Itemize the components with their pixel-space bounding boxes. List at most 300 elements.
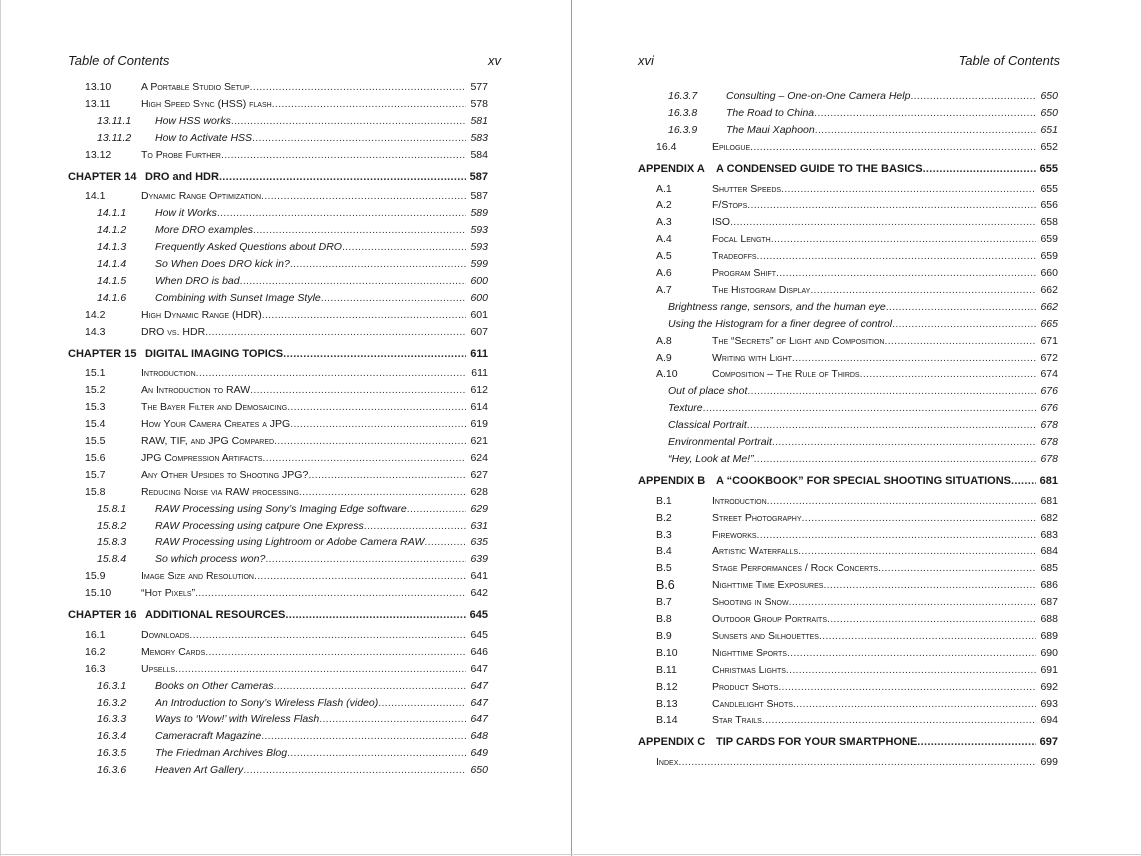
toc-entry-row[interactable] bbox=[572, 662, 1058, 678]
toc-entry-title: How Your Camera Creates a JPG bbox=[141, 418, 291, 431]
toc-entry-row[interactable] bbox=[1, 290, 488, 306]
toc-leader-dots bbox=[789, 594, 1036, 610]
toc-entry-row[interactable] bbox=[1, 222, 488, 238]
toc-entry-row[interactable] bbox=[572, 282, 1058, 298]
toc-leader-dots bbox=[250, 382, 466, 398]
toc-leader-dots bbox=[364, 518, 466, 534]
toc-entry-number: B.7 bbox=[656, 596, 672, 609]
toc-chapter-row[interactable] bbox=[1, 607, 488, 623]
toc-entry-number: B.10 bbox=[656, 646, 678, 659]
toc-entry-row[interactable] bbox=[1, 130, 488, 146]
toc-entry-row[interactable] bbox=[572, 577, 1058, 593]
toc-entry-row[interactable] bbox=[572, 679, 1058, 695]
toc-entry-row[interactable] bbox=[1, 661, 488, 677]
toc-entry-number: CHAPTER 16 bbox=[68, 609, 137, 621]
toc-entry-title: Books on Other Cameras bbox=[155, 679, 274, 692]
toc-entry-page: 674 bbox=[1040, 368, 1058, 381]
toc-entry-row[interactable] bbox=[1, 501, 488, 517]
toc-entry-page: 583 bbox=[470, 131, 488, 144]
toc-entry-title-wrap bbox=[716, 734, 1036, 750]
toc-entry-title-wrap bbox=[712, 197, 1036, 213]
toc-entry-page: 648 bbox=[470, 730, 488, 743]
toc-entry-title-wrap bbox=[141, 96, 466, 112]
toc-entry-title-wrap bbox=[155, 273, 466, 289]
toc-entry-title: RAW Processing using Sony’s Imaging Edge software bbox=[155, 502, 407, 515]
toc-entry-title: Memory Cards bbox=[141, 645, 206, 658]
toc-entry-row[interactable] bbox=[1, 205, 488, 221]
toc-entry-row[interactable] bbox=[1, 307, 488, 323]
toc-leader-dots bbox=[287, 745, 466, 761]
toc-entry-title-wrap bbox=[145, 607, 466, 623]
toc-entry-row[interactable] bbox=[1, 188, 488, 204]
toc-leader-dots bbox=[283, 346, 466, 362]
toc-leader-dots bbox=[757, 248, 1036, 264]
toc-entry-page: 612 bbox=[470, 384, 488, 397]
toc-entry-page: 681 bbox=[1039, 474, 1058, 487]
toc-entry-title-wrap bbox=[712, 577, 1036, 593]
toc-entry-page: 645 bbox=[469, 609, 488, 621]
toc-entry-row[interactable] bbox=[1, 695, 488, 711]
toc-leader-dots bbox=[205, 324, 466, 340]
toc-entry-number: 15.1 bbox=[85, 367, 106, 380]
toc-entry-page: 659 bbox=[1040, 233, 1058, 246]
toc-entry-row[interactable] bbox=[572, 333, 1058, 349]
toc-leader-dots bbox=[747, 383, 1036, 399]
toc-entry-number: B.14 bbox=[656, 714, 678, 727]
toc-entry-row[interactable] bbox=[572, 265, 1058, 281]
toc-entry-title-wrap bbox=[155, 551, 466, 567]
toc-entry-title-wrap bbox=[141, 585, 466, 601]
toc-entry-title: An Introduction to RAW bbox=[141, 384, 251, 397]
toc-entry-title: Star Trails bbox=[712, 714, 762, 727]
toc-entry-row[interactable] bbox=[1, 113, 488, 129]
toc-leader-dots bbox=[378, 695, 466, 711]
toc-entry-row[interactable] bbox=[572, 231, 1058, 247]
toc-entry-title: “Hey, Look at Me!” bbox=[668, 452, 754, 465]
toc-entry-page: 645 bbox=[470, 628, 488, 641]
toc-entry-page: 642 bbox=[470, 587, 488, 600]
toc-leader-dots bbox=[815, 122, 1036, 138]
toc-entry-page: 646 bbox=[470, 645, 488, 658]
toc-entry-row[interactable] bbox=[572, 122, 1058, 138]
toc-entry-row[interactable] bbox=[1, 711, 488, 727]
toc-entry-page: 593 bbox=[470, 241, 488, 254]
toc-leader-dots bbox=[892, 316, 1036, 332]
toc-entry-number: B.4 bbox=[656, 545, 672, 558]
toc-entry-title-wrap bbox=[712, 527, 1036, 543]
toc-leader-dots bbox=[786, 662, 1036, 678]
toc-entry-title-wrap bbox=[155, 728, 466, 744]
toc-leader-dots bbox=[195, 585, 466, 601]
toc-entry-row[interactable] bbox=[572, 434, 1058, 450]
toc-entry-title-wrap bbox=[155, 130, 466, 146]
toc-entry-row[interactable] bbox=[572, 105, 1058, 121]
toc-entry-title-wrap bbox=[141, 324, 466, 340]
toc-entry-title-wrap bbox=[141, 661, 466, 677]
toc-entry-number: 15.8.4 bbox=[97, 553, 127, 566]
toc-entry-page: 659 bbox=[1040, 250, 1058, 263]
toc-entry-row[interactable] bbox=[1, 433, 488, 449]
toc-entry-page: 686 bbox=[1040, 579, 1058, 592]
toc-entry-page: 641 bbox=[470, 570, 488, 583]
toc-entry-title-wrap bbox=[712, 662, 1036, 678]
toc-entry-title-wrap bbox=[141, 450, 466, 466]
toc-entry-number: A.3 bbox=[656, 216, 672, 229]
toc-entry-title-wrap bbox=[141, 433, 466, 449]
toc-entry-title-wrap bbox=[141, 467, 466, 483]
toc-entry-page: 593 bbox=[470, 224, 488, 237]
toc-leader-dots bbox=[265, 551, 466, 567]
toc-entry-title-wrap bbox=[712, 265, 1036, 281]
toc-entry-row[interactable] bbox=[572, 197, 1058, 213]
toc-entry-title-wrap bbox=[712, 712, 1036, 728]
toc-entry-row[interactable] bbox=[572, 451, 1058, 467]
toc-entry-title-wrap bbox=[668, 316, 1036, 332]
toc-entry-title: ADDITIONAL RESOURCES bbox=[145, 609, 286, 621]
toc-entry-row[interactable] bbox=[572, 645, 1058, 661]
toc-leader-dots bbox=[787, 645, 1036, 661]
toc-entry-row[interactable] bbox=[572, 400, 1058, 416]
toc-leader-dots bbox=[205, 644, 466, 660]
toc-entry-row[interactable] bbox=[1, 568, 488, 584]
toc-entry-number: 13.10 bbox=[85, 81, 112, 93]
toc-entry-title: Candlelight Shots bbox=[712, 697, 793, 710]
toc-entry-row[interactable] bbox=[1, 627, 488, 643]
toc-entry-title: An Introduction to Sony’s Wireless Flash (video) bbox=[155, 696, 379, 709]
toc-entry-row[interactable] bbox=[1, 467, 488, 483]
toc-entry-page: 681 bbox=[1040, 494, 1058, 507]
toc-entry-title: The “Secrets” of Light and Composition bbox=[712, 334, 885, 347]
toc-entry-row[interactable] bbox=[1, 324, 488, 340]
toc-entry-row[interactable] bbox=[572, 527, 1058, 543]
toc-entry-page: 683 bbox=[1040, 528, 1058, 541]
toc-leader-dots bbox=[243, 762, 466, 778]
toc-entry-number: CHAPTER 15 bbox=[68, 347, 137, 360]
toc-entry-page: 600 bbox=[470, 291, 488, 304]
toc-entry-number: APPENDIX B bbox=[638, 474, 706, 487]
toc-leader-dots bbox=[776, 265, 1036, 281]
toc-entry-number: 15.3 bbox=[85, 401, 106, 414]
toc-leader-dots bbox=[231, 113, 466, 129]
toc-entry-title-wrap bbox=[145, 346, 466, 362]
toc-entry-page: 627 bbox=[470, 468, 488, 481]
toc-entry-title-wrap bbox=[716, 161, 1036, 177]
toc-entry-title-wrap bbox=[668, 400, 1036, 416]
toc-entry-number: 14.3 bbox=[85, 325, 106, 338]
toc-entry-title-wrap bbox=[668, 299, 1036, 315]
toc-entry-row[interactable] bbox=[572, 754, 1058, 770]
toc-leader-dots bbox=[730, 214, 1036, 230]
toc-entry-row[interactable] bbox=[1, 147, 488, 163]
toc-entry-title-wrap bbox=[712, 510, 1036, 526]
toc-entry-number: 15.10 bbox=[85, 587, 112, 600]
toc-entry-number: B.5 bbox=[656, 562, 672, 575]
toc-entry-title-wrap bbox=[726, 105, 1036, 121]
toc-leader-dots bbox=[827, 611, 1036, 627]
toc-entry-row[interactable] bbox=[1, 762, 488, 778]
toc-entry-title: A “COOKBOOK” FOR SPECIAL SHOOTING SITUATIONS bbox=[716, 474, 1011, 487]
left-header-page-number: xv bbox=[488, 53, 501, 68]
toc-entry-row[interactable] bbox=[1, 728, 488, 744]
toc-chapter-row[interactable] bbox=[572, 161, 1058, 177]
toc-chapter-row[interactable] bbox=[1, 346, 488, 362]
toc-entry-page: 662 bbox=[1040, 283, 1058, 296]
toc-entry-page: 599 bbox=[470, 258, 488, 270]
toc-entry-row[interactable] bbox=[572, 560, 1058, 576]
toc-leader-dots bbox=[285, 607, 466, 623]
toc-entry-row[interactable] bbox=[1, 273, 488, 289]
toc-entry-page: 689 bbox=[1040, 629, 1058, 642]
toc-entry-number: 14.1.2 bbox=[97, 224, 127, 237]
toc-entry-row[interactable] bbox=[1, 644, 488, 660]
toc-entry-row[interactable] bbox=[572, 88, 1058, 104]
toc-entry-title: Tradeoffs bbox=[712, 250, 757, 263]
toc-entry-row[interactable] bbox=[1, 256, 488, 272]
toc-entry-title: Christmas Lights bbox=[712, 663, 786, 676]
toc-entry-page: 629 bbox=[470, 502, 488, 515]
toc-entry-row[interactable] bbox=[1, 96, 488, 112]
toc-entry-title: RAW, TIF, and JPG Compared bbox=[141, 435, 275, 447]
toc-leader-dots bbox=[252, 130, 466, 146]
toc-entry-title-wrap bbox=[141, 188, 466, 204]
toc-entry-row[interactable] bbox=[572, 493, 1058, 509]
toc-entry-number: A.1 bbox=[656, 182, 672, 195]
toc-entry-number: 14.1.6 bbox=[97, 291, 127, 304]
toc-leader-dots bbox=[253, 222, 466, 238]
toc-entry-row[interactable] bbox=[572, 628, 1058, 644]
toc-entry-page: 697 bbox=[1039, 736, 1058, 749]
toc-entry-title: Image Size and Resolution bbox=[141, 570, 254, 583]
toc-entry-title-wrap bbox=[712, 696, 1036, 712]
toc-entry-page: 684 bbox=[1040, 545, 1058, 558]
toc-entry-title: Shutter Speeds bbox=[712, 182, 782, 195]
toc-entry-title-wrap bbox=[155, 256, 466, 272]
toc-entry-page: 693 bbox=[1040, 697, 1058, 710]
toc-entry-number: 16.3.6 bbox=[97, 764, 127, 777]
toc-entry-row[interactable] bbox=[1, 399, 488, 415]
toc-entry-number: 15.4 bbox=[85, 418, 106, 431]
toc-entry-number: A.7 bbox=[656, 283, 672, 296]
toc-entry-number: APPENDIX A bbox=[638, 162, 705, 175]
toc-entry-row[interactable] bbox=[572, 139, 1058, 155]
toc-entry-title: High Speed Sync (HSS) flash bbox=[141, 97, 272, 110]
toc-chapter-row[interactable] bbox=[572, 734, 1058, 750]
toc-leader-dots bbox=[299, 484, 466, 500]
toc-entry-title: DRO and HDR bbox=[145, 170, 219, 183]
toc-leader-dots bbox=[240, 273, 466, 289]
toc-entry-title-wrap bbox=[712, 493, 1036, 509]
toc-entry-title-wrap bbox=[141, 307, 466, 323]
toc-entry-title: Program Shift bbox=[712, 267, 776, 279]
toc-entry-row[interactable] bbox=[572, 510, 1058, 526]
toc-entry-title: Introduction bbox=[712, 494, 767, 507]
toc-leader-dots bbox=[767, 493, 1036, 509]
toc-entry-page: 647 bbox=[470, 696, 488, 709]
toc-entry-title-wrap bbox=[141, 416, 466, 432]
toc-entry-row[interactable] bbox=[572, 594, 1058, 610]
toc-entry-page: 578 bbox=[470, 97, 488, 110]
toc-entry-row[interactable] bbox=[572, 299, 1058, 315]
toc-entry-number: B.6 bbox=[656, 578, 675, 593]
toc-entry-page: 658 bbox=[1040, 216, 1058, 229]
left-header-title: Table of Contents bbox=[68, 53, 170, 68]
toc-chapter-row[interactable] bbox=[572, 473, 1058, 489]
toc-leader-dots bbox=[250, 79, 466, 95]
toc-entry-title: Epilogue bbox=[712, 140, 751, 153]
toc-entry-title-wrap bbox=[712, 366, 1036, 382]
toc-leader-dots bbox=[221, 147, 466, 163]
toc-entry-row[interactable] bbox=[1, 551, 488, 567]
toc-entry-page: 650 bbox=[1040, 90, 1058, 102]
toc-entry-row[interactable] bbox=[572, 696, 1058, 712]
toc-entry-number: 13.11.2 bbox=[97, 131, 132, 144]
toc-entry-number: 15.2 bbox=[85, 384, 106, 397]
toc-entry-number: CHAPTER 14 bbox=[68, 170, 137, 183]
toc-entry-row[interactable] bbox=[1, 518, 488, 534]
toc-entry-title-wrap bbox=[141, 399, 466, 415]
toc-leader-dots bbox=[762, 712, 1036, 728]
toc-entry-title: Fireworks bbox=[712, 528, 757, 541]
toc-entry-row[interactable] bbox=[572, 316, 1058, 332]
toc-entry-title: Consulting – One-on-One Camera Help bbox=[726, 90, 911, 102]
toc-entry-title-wrap bbox=[141, 365, 466, 381]
toc-entry-page: 589 bbox=[470, 207, 488, 220]
toc-entry-title: Frequently Asked Questions about DRO bbox=[155, 241, 342, 254]
toc-entry-row[interactable] bbox=[1, 239, 488, 255]
toc-entry-title-wrap bbox=[141, 382, 466, 398]
toc-entry-title: Using the Histogram for a finer degree of control bbox=[668, 317, 893, 330]
toc-entry-title: Composition – The Rule of Thirds bbox=[712, 368, 860, 381]
toc-entry-title: Street Photography bbox=[712, 511, 802, 524]
toc-entry-row[interactable] bbox=[572, 214, 1058, 230]
toc-leader-dots bbox=[254, 568, 466, 584]
toc-entry-row[interactable] bbox=[1, 416, 488, 432]
toc-entry-number: 15.6 bbox=[85, 451, 106, 464]
toc-entry-title: F/Stops bbox=[712, 199, 748, 212]
toc-chapter-row[interactable] bbox=[1, 169, 488, 185]
toc-entry-title: Classical Portrait bbox=[668, 419, 747, 432]
toc-entry-number: B.3 bbox=[656, 528, 672, 541]
toc-entry-row[interactable] bbox=[1, 678, 488, 694]
toc-entry-number: 16.3.3 bbox=[97, 713, 127, 726]
toc-leader-dots bbox=[678, 754, 1036, 770]
toc-leader-dots bbox=[823, 577, 1036, 593]
toc-entry-title: Ways to ‘Wow!’ with Wireless Flash bbox=[155, 713, 320, 726]
toc-entry-page: 651 bbox=[1040, 123, 1058, 136]
toc-entry-row[interactable] bbox=[572, 366, 1058, 382]
toc-entry-page: 652 bbox=[1040, 140, 1058, 153]
toc-entry-number: 14.1.1 bbox=[97, 207, 127, 220]
toc-leader-dots bbox=[424, 534, 466, 550]
toc-entry-page: 628 bbox=[470, 485, 488, 498]
toc-entry-page: 676 bbox=[1040, 402, 1058, 415]
toc-entry-title: JPG Compression Artifacts bbox=[141, 451, 263, 464]
toc-entry-page: 587 bbox=[470, 190, 488, 203]
toc-entry-page: 601 bbox=[470, 308, 488, 321]
toc-entry-title-wrap bbox=[712, 181, 1036, 197]
toc-entry-page: 581 bbox=[470, 114, 488, 127]
toc-entry-row[interactable] bbox=[572, 248, 1058, 264]
toc-entry-title: “Hot Pixels” bbox=[141, 587, 196, 600]
toc-entry-title-wrap bbox=[712, 231, 1036, 247]
toc-entry-page: 655 bbox=[1040, 182, 1058, 195]
toc-entry-title-wrap bbox=[155, 501, 466, 517]
toc-entry-number: A.10 bbox=[656, 368, 678, 381]
toc-entry-number: 15.8.2 bbox=[97, 519, 127, 532]
toc-entry-row[interactable] bbox=[572, 611, 1058, 627]
toc-entry-page: 587 bbox=[469, 170, 488, 183]
toc-entry-page: 647 bbox=[470, 679, 488, 692]
toc-entry-page: 624 bbox=[470, 451, 488, 464]
toc-entry-title: Reducing Noise via RAW processing bbox=[141, 485, 299, 498]
toc-leader-dots bbox=[703, 400, 1036, 416]
toc-leader-dots bbox=[342, 239, 466, 255]
toc-entry-title: Shooting in Snow bbox=[712, 596, 789, 609]
toc-entry-row[interactable] bbox=[1, 484, 488, 500]
toc-leader-dots bbox=[189, 627, 466, 643]
toc-entry-page: 694 bbox=[1040, 714, 1058, 727]
toc-leader-dots bbox=[917, 734, 1036, 750]
toc-entry-title: Combining with Sunset Image Style bbox=[155, 291, 321, 304]
toc-entry-row[interactable] bbox=[1, 534, 488, 550]
toc-entry-title: Cameracraft Magazine bbox=[155, 730, 262, 743]
toc-entry-title: Environmental Portrait bbox=[668, 436, 772, 448]
toc-leader-dots bbox=[754, 451, 1036, 467]
toc-entry-page: 611 bbox=[470, 347, 488, 360]
toc-entry-page: 647 bbox=[470, 662, 488, 675]
toc-entry-title: The Maui Xaphoon bbox=[726, 123, 815, 136]
toc-entry-title-wrap bbox=[712, 333, 1036, 349]
toc-leader-dots bbox=[272, 96, 466, 112]
toc-leader-dots bbox=[262, 307, 466, 323]
toc-entry-title: Heaven Art Gallery bbox=[155, 764, 244, 777]
toc-entry-page: 690 bbox=[1040, 646, 1058, 659]
toc-entry-title: A CONDENSED GUIDE TO THE BASICS bbox=[716, 162, 923, 175]
toc-leader-dots bbox=[798, 543, 1036, 559]
toc-entry-title: DIGITAL IMAGING TOPICS bbox=[145, 347, 284, 360]
toc-entry-row[interactable] bbox=[572, 417, 1058, 433]
toc-entry-row[interactable] bbox=[1, 79, 488, 95]
toc-entry-row[interactable] bbox=[1, 745, 488, 761]
toc-entry-title: RAW Processing using Lightroom or Adobe Camera RAW bbox=[155, 536, 425, 549]
toc-entry-row[interactable] bbox=[1, 585, 488, 601]
toc-entry-row[interactable] bbox=[1, 450, 488, 466]
toc-entry-title: So which process won? bbox=[155, 553, 266, 566]
toc-entry-row[interactable] bbox=[572, 181, 1058, 197]
toc-entry-row[interactable] bbox=[572, 543, 1058, 559]
toc-entry-title: TIP CARDS FOR YOUR SMARTPHONE bbox=[716, 736, 918, 749]
toc-entry-row[interactable] bbox=[1, 365, 488, 381]
toc-entry-number: A.2 bbox=[656, 199, 672, 212]
toc-entry-title-wrap bbox=[726, 88, 1036, 104]
toc-entry-title: ISO bbox=[712, 216, 731, 229]
toc-entry-row[interactable] bbox=[1, 382, 488, 398]
toc-entry-title: Nighttime Sports bbox=[712, 646, 787, 659]
toc-entry-title-wrap bbox=[668, 434, 1036, 450]
toc-entry-number: 14.1.5 bbox=[97, 274, 127, 287]
toc-entry-row[interactable] bbox=[572, 712, 1058, 728]
toc-leader-dots bbox=[781, 181, 1036, 197]
toc-entry-page: 676 bbox=[1040, 385, 1058, 398]
toc-entry-row[interactable] bbox=[572, 383, 1058, 399]
toc-entry-row[interactable] bbox=[572, 350, 1058, 366]
toc-entry-title: Product Shots bbox=[712, 680, 779, 693]
toc-entry-title-wrap bbox=[141, 147, 466, 163]
toc-entry-number: B.9 bbox=[656, 629, 672, 642]
toc-entry-number: 15.5 bbox=[85, 435, 106, 447]
toc-entry-title-wrap bbox=[141, 627, 466, 643]
toc-entry-title: Outdoor Group Portraits bbox=[712, 613, 827, 625]
